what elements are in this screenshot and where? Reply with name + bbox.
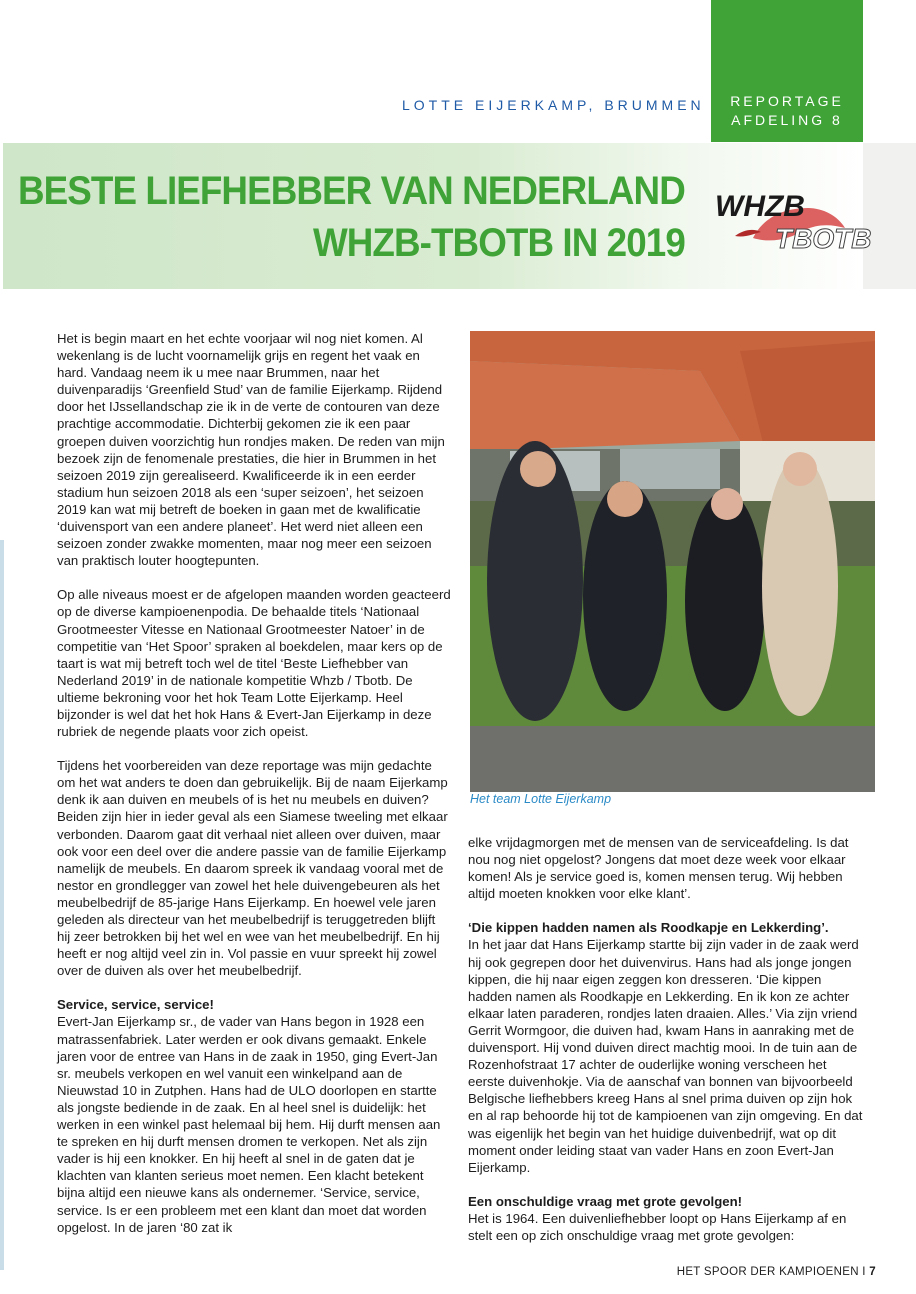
team-photo-illustration bbox=[470, 331, 875, 792]
article-column-1 bbox=[57, 330, 451, 1253]
whzb-tbotb-logo bbox=[713, 178, 872, 256]
title-line-2: WHZB-TBOTB IN 2019 bbox=[313, 221, 685, 265]
subheading: Service, service, service! bbox=[57, 997, 214, 1013]
paragraph: Het is begin maart en het echte voorjaar wil nog niet komen. Al wekenlang is de lucht voornamelijk grijs en regent het vaak en hard. Vandaag neem ik u mee naar Brummen, naar het duivenparadijs ‘Greenfield Stud’ van de familie Eijerkamp. Rijdend door het IJssellandschap zie ik in de verte de contouren van deze prachtige accommodatie. Dichterbij gekomen zie ik een paar groepen duiven voorzichtig hun rondjes maken. De reden van mijn bezoek zijn de fenomenale prestaties, die hier in Brummen in het seizoen 2019 zijn gerealiseerd. Kwalificeerde ik in een eerder stadium hun seizoen 2018 als een ‘super seizoen’, het seizoen 2019 kan wat mij betreft de boeken in gaan met de kwalificatie ‘duivensport van een andere planeet’. Het werd niet alleen een seizoen zonder zwakke momenten, maar nog meer een seizoen van praktisch louter hoogtepunten. bbox=[57, 331, 445, 569]
page-footer bbox=[677, 1266, 876, 1278]
author-line: LOTTE EIJERKAMP, BRUMMEN bbox=[402, 97, 705, 113]
paragraph: Evert-Jan Eijerkamp sr., de vader van Hans begon in 1928 een matrassenfabriek. Later werden er ook divans gemaakt. Enkele jaren voor de entree van Hans in de zaak in 1950, ging Evert-Jan sr. meubels verkopen en wel vanuit een winkelpand aan de Nieuwstad 10 in Zutphen. Hans had de ULO doorlopen en startte als jongste bediende in de zaak. En al heel snel is duidelijk: het werken in een winkel past helemaal bij hem. Hij durft mensen aan te spreken en hij durft mensen dromen te verkopen. Net als zijn vader is hij een knokker. En hij heeft al snel in de gaten dat je klachten van klanten serieus moet nemen. Een klacht betekent bijna altijd een nieuwe kans als ondernemer. ‘Service, service, service. Is er een probleem met een klant dan moet dat worden opgelost. In de jaren ‘80 zat ik bbox=[57, 1014, 441, 1235]
team-photo bbox=[470, 331, 875, 792]
paragraph: elke vrijdagmorgen met de mensen van de serviceafdeling. Is dat nou nog niet opgelost? Jongens dat moet deze week voor elkaar komen! Als je service goed is, komen mensen terug. Wij hebben altijd moeten knokken voor elke klant’. bbox=[468, 835, 849, 902]
paragraph: Tijdens het voorbereiden van deze reportage was mijn gedachte om het wat anders te doen dan gebruikelijk. Bij de naam Eijerkamp denk ik aan duiven en meubels of is het nu meubels en duiven? Beiden zijn hier in ieder geval als een Siamese tweeling met elkaar verbonden. Daarom gaat dit verhaal niet alleen over duiven, maar ook voor een deel over die andere passie van de familie Eijerkamp namelijk de meubels. En daarom spreek ik vandaag vooral met de nestor en grondlegger van zowel het hele duivengebeuren als het meubelbedrijf de 85-jarige Hans Eijerkamp. En hoewel vele jaren geleden als directeur van het meubelbedrijf is teruggetreden blijft hij zeer betrokken bij het wel en wee van het meubelbedrijf. En hij heeft er nog altijd veel zin in. Vol passie en vuur spreekt hij zowel over de duiven als over het meubelbedrijf. bbox=[57, 758, 448, 979]
title-band-edge bbox=[863, 143, 916, 289]
logo-text-top: WHZB bbox=[715, 190, 805, 223]
subheading: Een onschuldige vraag met grote gevolgen! bbox=[468, 1193, 743, 1209]
footer-separator: I bbox=[862, 1266, 866, 1278]
page-title bbox=[18, 165, 685, 269]
subheading: ‘Die kippen hadden namen als Roodkapje en Lekkerding’. bbox=[468, 920, 829, 936]
photo-caption: Het team Lotte Eijerkamp bbox=[470, 792, 612, 806]
article-column-2 bbox=[468, 834, 863, 1261]
logo-text-bottom: TBOTB bbox=[775, 223, 872, 254]
page-number: 7 bbox=[869, 1266, 876, 1278]
title-line-1: BESTE LIEFHEBBER VAN NEDERLAND bbox=[18, 169, 685, 213]
paragraph: In het jaar dat Hans Eijerkamp startte bij zijn vader in de zaak werd hij ook gegrepen door het duivenvirus. Hans had als jonge jongen kippen, die hij naar eigen zeggen kon dresseren. ‘Die kippen hadden namen als Roodkapje en Lekkerding. En ik kon ze achter elkaar laten paraderen, rondjes laten draaien. Alles.’ Via zijn vriend Gerrit Wormgoor, die duiven had, kwam Hans in aanraking met de duivensport. Hij vond duiven direct machtig mooi. In de tuin aan de Rozenhofstraat 17 achter de ouderlijke woning verscheen het eerste duivenhokje. Via de aanschaf van bonnen van bijvoorbeeld Belgische liefhebbers kreeg Hans al snel prima duiven op zijn hok en al rap behoorde hij tot de kampioenen van zijn omgeving. En dat was eigenlijk het begin van het huidige duivenbedrijf, wat op dit moment onder leiding staat van vader Hans en zoon Evert-Jan Eijerkamp. bbox=[468, 937, 863, 1175]
paragraph: Het is 1964. Een duivenliefhebber loopt op Hans Eijerkamp af en stelt een op zich onschuldige vraag met grote gevolgen: bbox=[468, 1210, 847, 1243]
paragraph: Op alle niveaus moest er de afgelopen maanden worden geacteerd op de diverse kampioenenpodia. De behaalde titels ‘Nationaal Grootmeester Vitesse en Nationaal Grootmeester Natoer’ in de competitie van ‘Het Spoor’ spraken al boekdelen, maar kers op de taart is wat mij betreft toch wel de titel ‘Beste Liefhebber van Nederland 2019’ in de nationale kompetitie Whzb / Tbotb. De ultieme bekroning voor het hok Team Lotte Eijerkamp. Heel bijzonder is wel dat het hok Hans & Evert-Jan Eijerkamp in deze rubriek de negende plaats voor zich opeist. bbox=[57, 587, 451, 740]
page-edge-strip bbox=[0, 540, 4, 1270]
section-line-2: AFDELING 8 bbox=[731, 112, 843, 128]
section-label bbox=[711, 92, 863, 130]
section-line-1: REPORTAGE bbox=[730, 93, 844, 109]
publication-name: HET SPOOR DER KAMPIOENEN bbox=[676, 1266, 859, 1278]
